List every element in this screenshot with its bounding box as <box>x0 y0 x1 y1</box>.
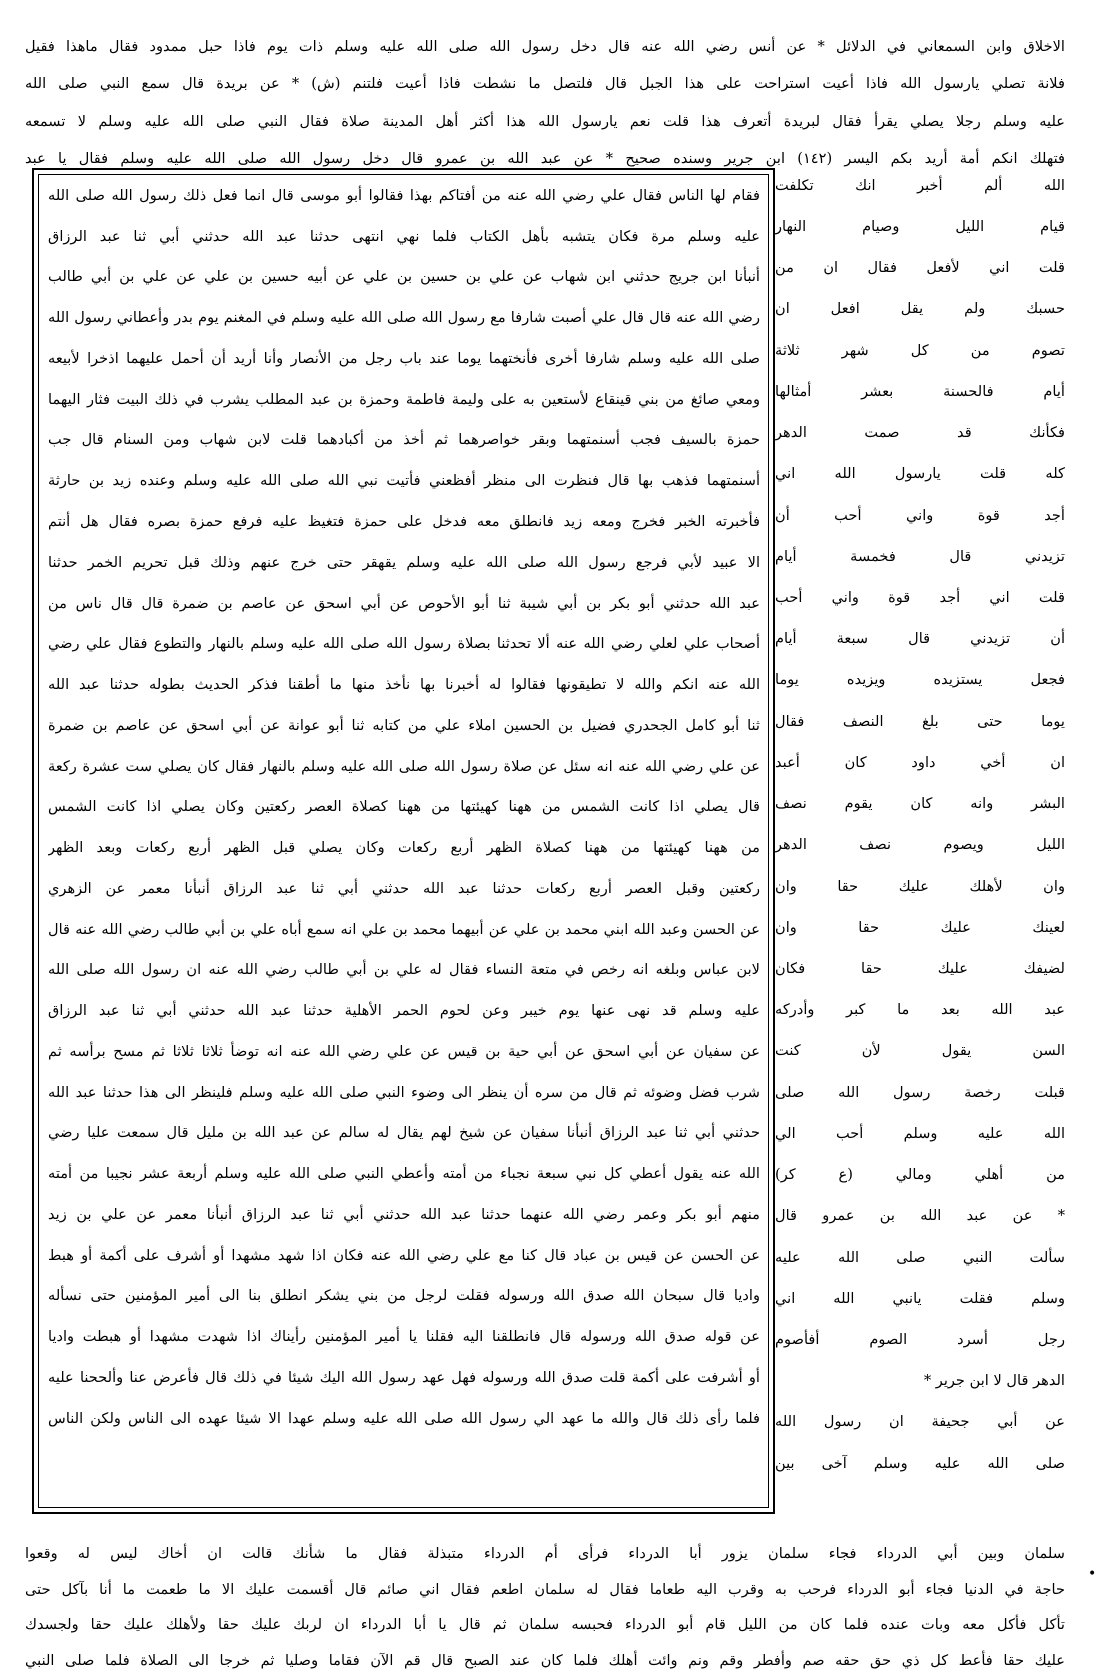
main-text-line: عن قوله صدق الله ورسوله قال فانطلقنا اليه فقلنا يا أمير المؤمنين رأيناك اذا شهدت مشهدا أو هبطت واديا <box>48 1328 760 1346</box>
main-text-line: فأخبرته الخبر فخرج ومعه زيد فانطلق معه فدخل على حمزة فتغيظ عليه فرفع حمزة بصره فقال هل أنتم <box>48 512 760 530</box>
main-text-line: ركعتين وقبل العصر أربع ركعات حدثنا عبد الله حدثني أبي ثنا عبد الرزاق أنبأنا معمر عن الزهري <box>48 879 760 897</box>
main-text-line: رضي الله عنه قال قال علي أصبت شارفا مع رسول الله صلى الله عليه وسلم في المغنم يوم بدر وأعطاني رسول الله <box>48 309 760 327</box>
side-text-line: من أهلي ومالي (ع كر) <box>775 1166 1065 1184</box>
main-text-line: حمزة بالسيف فجب أسنمتهما وبقر خواصرهما ثم أخذ من أكبادهما قلت لابن شهاب ومن السنام قال جب <box>48 431 760 449</box>
side-text-line: الليل ويصوم نصف الدهر <box>775 836 1065 854</box>
main-text-line: منهم أبو بكر وعمر رضي الله عنهما حدثنا عبد الله حدثني أبي ثنا عبد الرزاق أنبأنا معمر عن علي بن زيد <box>48 1205 760 1223</box>
main-text-line: ثنا أبو كامل الجحدري فضيل بن الحسين املاء علي من كتابه ثنا أبو عوانة عن أبي اسحق عن عاصم بن ضمرة <box>48 716 760 734</box>
main-text-line: عليه وسلم قد نهى عنها يوم خيبر وعن لحوم الحمر الأهلية حدثنا عبد الله حدثني أبي ثنا عبد الرزاق <box>48 1002 760 1020</box>
main-text-line: ومعي صائغ من بني قينقاع لأستعين به على وليمة فاطمة وحمزة بن عبد المطلب يشرب في ذلك البيت فثار اليهما <box>48 390 760 408</box>
main-text-line: عن سفيان عن أبي اسحق عن أبي حية بن قيس عن علي رضي الله عنه انه توضأ ثلاثا ثلاثا ثم مسح برأسه ثم <box>48 1042 760 1060</box>
side-text-line: أن تزيدني قال سبعة أيام <box>775 630 1065 648</box>
main-text-line: الله عنه يقول أعطي كل نبي سبعة نجباء من أمته وأعطي النبي صلى الله عليه وسلم أربعة عشر نجيبا من أمته <box>48 1165 760 1183</box>
side-text-line: الله عليه وسلم أحب الي <box>775 1124 1065 1142</box>
side-text-line: رجل أسرد الصوم أفأصوم <box>775 1330 1065 1348</box>
side-text-line: قلت اني لأفعل فقال ان من <box>775 259 1065 277</box>
side-text-line: عبد الله بعد ما كبر وأدركه <box>775 1001 1065 1019</box>
side-text-line: فكأنك قد صمت الدهر <box>775 424 1065 442</box>
top-text-line: فلانة تصلي يارسول الله فاذا أعيت استراحت على هذا الجبل قال فلتصل ما نشطت فاذا أعيت فلتنم (ش) * عن بريدة قال سمع النبي صلى الله <box>25 75 1065 93</box>
side-text-line: سألت النبي صلى الله عليه <box>775 1248 1065 1266</box>
side-text-line: يوما حتى بلغ النصف فقال <box>775 712 1065 730</box>
top-text-line: الاخلاق وابن السمعاني في الدلائل * عن أنس رضي الله عنه قال دخل رسول الله صلى الله عليه وسلم ذات يوم فاذا حبل ممدود فقال ماهذا فقيل <box>25 37 1065 55</box>
side-text-line: وسلم فقلت يانبي الله اني <box>775 1289 1065 1307</box>
side-text-line: لضيفك عليك حقا فكان <box>775 959 1065 977</box>
side-text-line: وان لأهلك عليك حقا وان <box>775 877 1065 895</box>
bottom-text-line: تأكل فأكل معه وبات عنده فلما كان من الليل قام أبو الدرداء فحبسه سلمان ثم قال يا أبا الدرداء ان لربك عليك حقا ولأهلك عليك حقا ولجسدك <box>25 1616 1065 1634</box>
side-text-line: البشر وانه كان يقوم نصف <box>775 795 1065 813</box>
bottom-text-line: سلمان وبين أبي الدرداء فجاء سلمان يزور أبا الدرداء فرأى أم الدرداء متبذلة فقال ما شأنك قالت ان أخاك ليس له وقعوا <box>25 1545 1065 1563</box>
side-text-line: * عن عبد الله بن عمرو قال <box>775 1207 1065 1225</box>
margin-dot: • <box>1088 1565 1097 1582</box>
side-text-line: الله ألم أخبر انك تكلفت <box>775 176 1065 194</box>
main-text-line: لابن عباس وبلغه انه رخص في متعة النساء فقال له علي بن أبي طالب رضي الله عنه ان رسول الله صلى الله <box>48 961 760 979</box>
top-text-line: عليه وسلم رجلا يصلي يقرأ فقال لبريدة أتعرف هذا قلت نعم يارسول الله هذا أكثر أهل المدينة صلاة فقال النبي صلى الله عليه وسلم لا تسمعه <box>25 112 1065 130</box>
main-text-line: عبد الله حدثني أبو بكر بن أبي شيبة ثنا أبو الأحوص عن أبي اسحق عن عاصم بن ضمرة قال قال ناس من <box>48 594 760 612</box>
side-text-line: الدهر قال لا ابن جرير * <box>923 1372 1065 1390</box>
main-text-line: شرب فضل وضوئه ثم قال من سره أن ينظر الى وضوء النبي صلى الله عليه وسلم فلينظر الى هذا حدثنا عبد الله <box>48 1083 760 1101</box>
side-text-line: السن يقول لأن كنت <box>775 1042 1065 1060</box>
side-text-line: قيام الليل وصيام النهار <box>775 218 1065 236</box>
main-text-line: أو أشرفت على أكمة قلت صدق الله ورسوله فهل عهد رسول الله اليك شيئا في ذلك قال فأعرض عنا وألححنا عليه <box>48 1368 760 1386</box>
main-text-line: أنبأنا ابن جريج حدثني ابن شهاب عن علي بن حسين بن علي عن أبيه حسين بن علي عن علي بن أبي طالب <box>48 268 760 286</box>
main-text-line: من ههنا كهيئتها من ههنا كصلاة الظهر أربع ركعات وكان يصلي قبل الظهر أربع ركعات وبعد الظهر <box>48 839 760 857</box>
side-text-line: قبلت رخصة رسول الله صلى <box>775 1083 1065 1101</box>
main-text-line: عن الحسن وعبد الله ابني محمد بن علي عن أبيهما محمد بن علي انه سمع أباه علي بن أبي طالب رضي الله عنه قال <box>48 920 760 938</box>
main-text-line: حدثني أبي ثنا عبد الرزاق أنبأنا سفيان عن شيخ لهم يقال له سالم عن عبد الله بن مليل قال سمعت عليا رضي <box>48 1124 760 1142</box>
main-text-line: فقام لها الناس فقال علي رضي الله عنه من أفتاكم بهذا فقالوا أبو موسى قال انما فعل ذلك رسول الله صلى الله <box>48 186 760 204</box>
main-text-line: الا عبيد لأبي فرجع رسول الله صلى الله عليه وسلم يقهقر حتى خرج عنهم وذلك قبل تحريم الخمر حدثنا <box>48 553 760 571</box>
side-text-line: كله قلت يارسول الله اني <box>775 465 1065 483</box>
side-text-line: حسبك ولم يقل افعل ان <box>775 300 1065 318</box>
bottom-text-line: عليك حقا فأعط كل ذي حق حقه صم وأفطر وقم ونم وائت أهلك فلما كان عند الصبح قال قم الآن فقاما وصليا ثم خرجا الى الصلاة فلما صلى النبي <box>25 1651 1065 1669</box>
bottom-text-line: حاجة في الدنيا فجاء أبو الدرداء فرحب به وقرب اليه طعاما فقال له سلمان اطعم فقال اني صائم قال أقسمت عليك الا ما طعمت ما أنا بآكل حتى <box>25 1580 1065 1598</box>
main-text-line: عن الحسن عن قيس بن عباد قال كنا مع علي رضي الله عنه فكان اذا شهد مشهدا أو أشرف على أكمة أو هبط <box>48 1246 760 1264</box>
main-text-line: قال يصلي اذا كانت الشمس من ههنا كهيئتها من ههنا كصلاة العصر ركعتين وكان يصلي اذا كانت الشمس <box>48 798 760 816</box>
side-text-line: صلى الله عليه وسلم آخى بين <box>775 1454 1065 1472</box>
side-text-line: تزيدني قال فخمسة أيام <box>775 547 1065 565</box>
main-text-line: أسنمتهما فذهب بها قال فنظرت الى منظر أفظعني فأتيت نبي الله صلى الله عليه وسلم وعنده زيد بن حارثة <box>48 472 760 490</box>
main-text-line: أصحاب علي لعلي رضي الله عنه ألا تحدثنا بصلاة رسول الله صلى الله عليه وسلم بالنهار والتطوع فقال علي رضي <box>48 635 760 653</box>
side-text-line: أجد قوة واني أحب أن <box>775 506 1065 524</box>
side-text-line: قلت اني أجد قوة واني أحب <box>775 589 1065 607</box>
main-text-line: الله عنه انكم والله لا تطيقونها فقالوا له أخبرنا بها نأخذ منها ما أطقنا فذكر الحديث بطوله حدثنا عبد الله <box>48 676 760 694</box>
main-text-line: عن علي رضي الله عنه انه سئل عن صلاة رسول الله صلى الله عليه وسلم بالنهار فقال كان يصلي ست عشرة ركعة <box>48 757 760 775</box>
side-text-line: فجعل يستزيده ويزيده يوما <box>775 671 1065 689</box>
side-text-line: عن أبي جحيفة ان رسول الله <box>775 1413 1065 1431</box>
main-text-line: فلما رأى ذلك قال والله ما عهد الي رسول الله صلى الله عليه وسلم عهدا الا شيئا عهده الى الناس ولكن الناس <box>48 1409 760 1427</box>
main-text-line: عليه وسلم مرة فكان يتشبه بأهل الكتاب فلما نهي انتهى حدثنا عبد الله حدثني أبي ثنا عبد الرزاق <box>48 227 760 245</box>
top-text-line: فتهلك انكم أمة أريد بكم اليسر (١٤٢) ابن جرير وسنده صحيح * عن عبد الله بن عمرو قال دخل رسول الله صلى الله عليه وسلم فقال يا عبد <box>25 150 1065 168</box>
main-text-line: واديا قال سبحان الله صدق الله ورسوله فقلت لرجل من بني يشكر انطلق بنا الى أمير المؤمنين حتى نسأله <box>48 1287 760 1305</box>
side-text-line: أيام فالحسنة بعشر أمثالها <box>775 382 1065 400</box>
side-text-line: لعينك عليك حقا وان <box>775 918 1065 936</box>
side-text-line: تصوم من كل شهر ثلاثة <box>775 341 1065 359</box>
side-text-line: ان أخي داود كان أعبد <box>775 753 1065 771</box>
main-text-line: صلى الله عليه وسلم شارفا أخرى فأنختهما يوما عند باب رجل من الأنصار وأنا أريد أن أحمل عليهما اذخرا لأبيعه <box>48 349 760 367</box>
